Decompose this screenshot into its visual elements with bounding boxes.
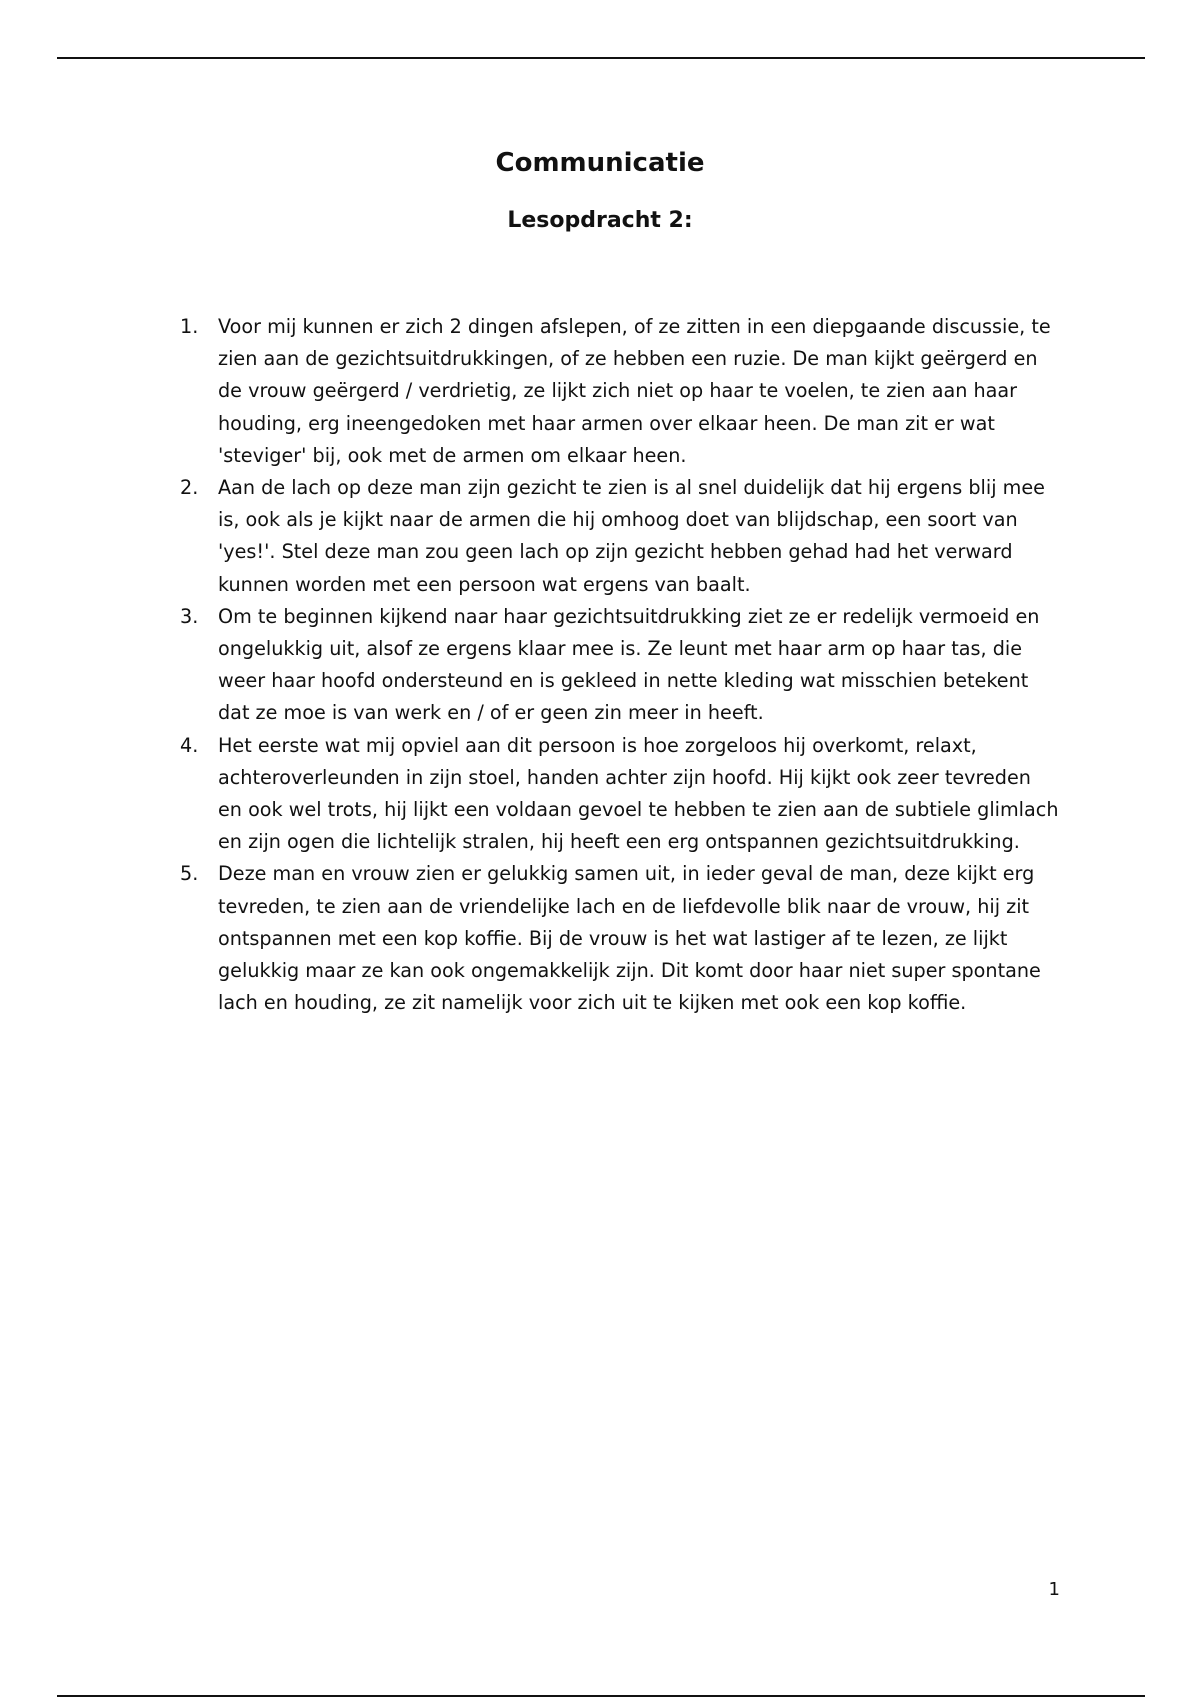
answer-item-4 <box>180 730 1060 859</box>
document-title: Communicatie <box>495 148 705 178</box>
answer-number: 3. <box>180 604 199 628</box>
answer-text: Aan de lach op deze man zijn gezicht te zien is al snel duidelijk dat hij ergens blij mee is, ook als je kijkt naar de armen die hij omhoog doet van blijdschap, een soort van 'yes!'. Stel deze man zou geen lach op zijn gezicht hebben gehad had het verward kunnen worden met een persoon wat ergens van baalt. <box>218 476 1045 596</box>
answer-item-2 <box>180 472 1060 601</box>
header-rule <box>57 57 1145 59</box>
answer-text: Het eerste wat mij opviel aan dit persoon is hoe zorgeloos hij overkomt, relaxt, achteroverleunden in zijn stoel, handen achter zijn hoofd. Hij kijkt ook zeer tevreden en ook wel trots, hij lijkt een voldaan gevoel te hebben te zien aan de subtiele glimlach en zijn ogen die lichtelijk stralen, hij heeft een erg ontspannen gezichtsuitdrukking. <box>218 733 1059 854</box>
answer-text: Om te beginnen kijkend naar haar gezichtsuitdrukking ziet ze er redelijk vermoeid en ongelukkig uit, alsof ze ergens klaar mee is. Ze leunt met haar arm op haar tas, die weer haar hoofd ondersteund en is gekleed in nette kleding wat misschien betekent dat ze moe is van werk en / of er geen zin meer in heeft. <box>218 604 1040 725</box>
answer-item-1 <box>180 311 1060 472</box>
answer-number: 2. <box>180 476 199 500</box>
answer-item-3 <box>180 601 1060 730</box>
answer-text: Voor mij kunnen er zich 2 dingen afslepen, of ze zitten in een diepgaande discussie, te zien aan de gezichtsuitdrukkingen, of ze hebben een ruzie. De man kijkt geërgerd en de vrouw geërgerd / verdrietig, ze lijkt zich niet op haar te voelen, te zien aan haar houding, erg ineengedoken met haar armen over elkaar heen. De man zit er wat 'steviger' bij, ook met de armen om elkaar heen. <box>218 315 1051 467</box>
answer-number: 1. <box>180 315 199 338</box>
answer-list <box>180 311 1060 1019</box>
answer-item-5 <box>180 858 1060 1019</box>
page-number: 1 <box>1048 1579 1060 1600</box>
answer-number: 5. <box>180 862 199 886</box>
document-subtitle: Lesopdracht 2: <box>507 208 693 233</box>
answer-number: 4. <box>180 733 199 757</box>
answer-text: Deze man en vrouw zien er gelukkig samen uit, in ieder geval de man, deze kijkt erg tevreden, te zien aan de vriendelijke lach en de liefdevolle blik naar de vrouw, hij zit ontspannen met een kop koffie. Bij de vrouw is het wat lastiger af te lezen, ze lijkt gelukkig maar ze kan ook ongemakkelijk zijn. Dit komt door haar niet super spontane lach en houding, ze zit namelijk voor zich uit te kijken met ook een kop koffie. <box>218 862 1041 1015</box>
footer-rule <box>57 1695 1145 1697</box>
